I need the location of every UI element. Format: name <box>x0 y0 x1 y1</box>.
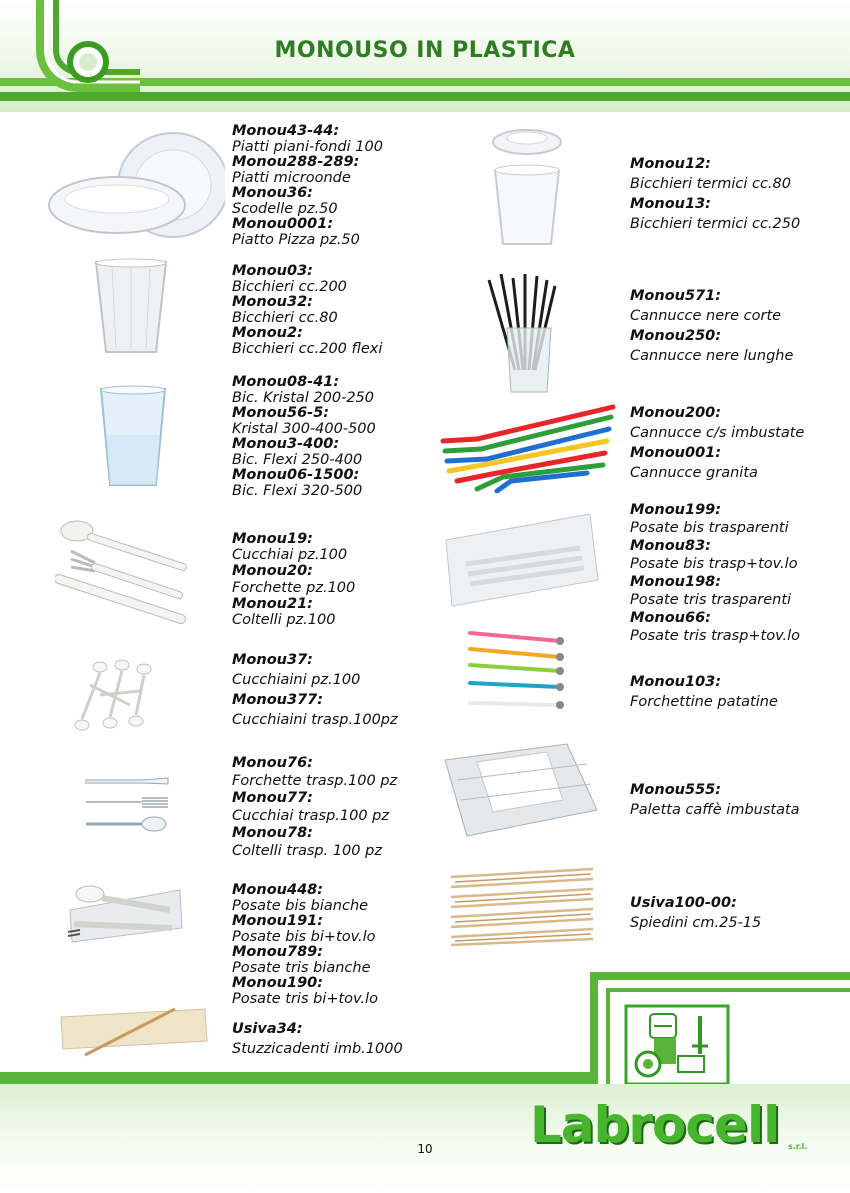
item-clear-cutlery-sets <box>630 501 800 645</box>
clear-cups-image <box>98 385 168 490</box>
item-desc: Piatti piani-fondi 100 <box>232 138 383 155</box>
item-desc: Bic. Flexi 250-400 <box>232 451 363 468</box>
item-desc: Cucchiaini pz.100 <box>232 672 361 688</box>
item-desc: Bicchieri termici cc.250 <box>630 216 801 232</box>
item-desc: Posate tris trasp+tov.lo <box>630 628 801 644</box>
item-desc: Piatto Pizza pz.50 <box>232 231 360 248</box>
item-desc: Paletta caffè imbustata <box>630 802 800 818</box>
item-kristal-cups <box>232 375 376 499</box>
brand-suffix: s.r.l. <box>788 1142 808 1151</box>
item-code: Monou03: <box>232 263 313 279</box>
item-code: Monou08-41: <box>232 374 340 390</box>
item-desc: Cannucce nere corte <box>630 308 782 324</box>
item-clear-cutlery <box>232 755 397 860</box>
item-desc: Posate bis trasp+tov.lo <box>630 556 798 572</box>
item-desc: Posate bis trasparenti <box>630 520 789 536</box>
page-number: 10 <box>417 1142 433 1156</box>
item-code: Monou250: <box>630 328 722 344</box>
item-cups <box>232 264 382 357</box>
item-code: Monou21: <box>232 595 313 612</box>
item-code: Monou77: <box>232 790 313 806</box>
teaspoons-image <box>70 655 155 735</box>
item-code: Monou789: <box>232 944 324 960</box>
item-desc: Posate tris bi+tov.lo <box>232 990 378 1007</box>
item-code: Usiva100-00: <box>630 895 737 911</box>
item-code: Monou20: <box>232 563 313 580</box>
item-desc: Posate tris trasparenti <box>630 592 792 608</box>
item-desc: Cucchiaini trasp.100pz <box>232 712 398 728</box>
item-desc: Bicchieri cc.80 <box>232 309 338 326</box>
toothpicks-image <box>55 1003 215 1058</box>
clear-cutlery-image <box>82 770 172 840</box>
item-code: Monou56-5: <box>232 405 330 421</box>
coffee-stirrers-image <box>437 740 602 840</box>
item-desc: Bicchieri cc.200 <box>232 278 347 295</box>
colored-straws-image <box>437 403 617 493</box>
item-wrapped-straws <box>630 403 804 483</box>
item-code: Monou200: <box>630 405 722 421</box>
item-black-straws <box>630 286 793 366</box>
brand-logo: Labrocell <box>530 1096 780 1154</box>
plates-image <box>45 125 225 240</box>
item-desc: Forchette pz.100 <box>232 579 356 596</box>
item-desc: Cannucce c/s imbustate <box>630 425 805 441</box>
white-cups-image <box>92 258 172 358</box>
item-code: Monou2: <box>232 325 303 341</box>
item-code: Monou83: <box>630 538 711 554</box>
item-desc: Posate tris bianche <box>232 959 371 976</box>
item-desc: Coltelli pz.100 <box>232 612 336 629</box>
item-desc: Bicchieri termici cc.80 <box>630 176 791 192</box>
item-desc: Cannucce granita <box>630 465 758 481</box>
item-code: Monou191: <box>232 913 324 929</box>
item-code: Monou37: <box>232 652 313 668</box>
item-desc: Kristal 300-400-500 <box>232 420 376 437</box>
item-desc: Cucchiai pz.100 <box>232 547 348 564</box>
thermal-cups-image <box>485 120 570 250</box>
item-code: Monou0001: <box>232 216 334 232</box>
item-desc: Bic. Flexi 320-500 <box>232 482 363 499</box>
item-code: Monou3-400: <box>232 436 340 452</box>
item-desc: Spiedini cm.25-15 <box>630 915 762 931</box>
item-code: Monou36: <box>232 185 313 201</box>
cutlery-napkin-image <box>60 880 185 950</box>
item-code: Monou377: <box>232 692 324 708</box>
black-straws-image <box>485 270 560 395</box>
item-desc: Posate bis bi+tov.lo <box>232 928 376 945</box>
item-code: Monou448: <box>232 882 324 898</box>
item-code: Monou43-44: <box>232 123 340 139</box>
item-thermal-cups <box>630 154 800 234</box>
item-code: Usiva34: <box>232 1021 303 1037</box>
item-desc: Bicchieri cc.200 flexi <box>232 340 383 357</box>
page-title: MONOUSO IN PLASTICA <box>274 38 576 63</box>
item-code: Monou66: <box>630 610 711 626</box>
item-skewers <box>630 893 761 933</box>
item-code: Monou32: <box>232 294 313 310</box>
item-desc: Forchettine patatine <box>630 694 778 710</box>
skewers-image <box>447 865 597 950</box>
item-desc: Bic. Kristal 200-250 <box>232 389 375 406</box>
item-code: Monou199: <box>630 502 722 518</box>
item-toothpicks <box>232 1019 403 1059</box>
item-code: Monou571: <box>630 288 722 304</box>
item-desc: Piatti microonde <box>232 169 351 186</box>
item-code: Monou190: <box>232 975 324 991</box>
item-code: Monou76: <box>232 755 313 771</box>
item-code: Monou103: <box>630 674 722 690</box>
wrapped-cutlery-image <box>440 510 600 610</box>
item-desc: Posate bis bianche <box>232 897 369 914</box>
item-desc: Stuzzicadenti imb.1000 <box>232 1041 403 1057</box>
item-code: Monou001: <box>630 445 722 461</box>
item-cutlery-sets <box>232 883 378 1007</box>
item-teaspoons <box>232 650 398 730</box>
item-code: Monou198: <box>630 574 722 590</box>
item-coffee-stirrers <box>630 780 800 820</box>
white-cutlery-image <box>55 515 190 625</box>
item-desc: Coltelli trasp. 100 pz <box>232 842 382 859</box>
item-desc: Scodelle pz.50 <box>232 200 338 217</box>
item-white-cutlery <box>232 531 355 628</box>
item-code: Monou555: <box>630 782 722 798</box>
item-code: Monou19: <box>232 531 313 547</box>
item-desc: Forchette trasp.100 pz <box>232 772 398 789</box>
chip-forks-image <box>460 625 570 720</box>
item-code: Monou06-1500: <box>232 467 360 483</box>
logo-frame <box>590 972 850 1084</box>
item-plates <box>232 124 383 248</box>
item-code: Monou288-289: <box>232 154 360 170</box>
item-desc: Cannucce nere lunghe <box>630 348 794 364</box>
item-chip-forks <box>630 672 778 712</box>
item-code: Monou13: <box>630 196 711 212</box>
item-code: Monou12: <box>630 156 711 172</box>
item-code: Monou78: <box>232 825 313 841</box>
item-desc: Cucchiai trasp.100 pz <box>232 807 390 824</box>
